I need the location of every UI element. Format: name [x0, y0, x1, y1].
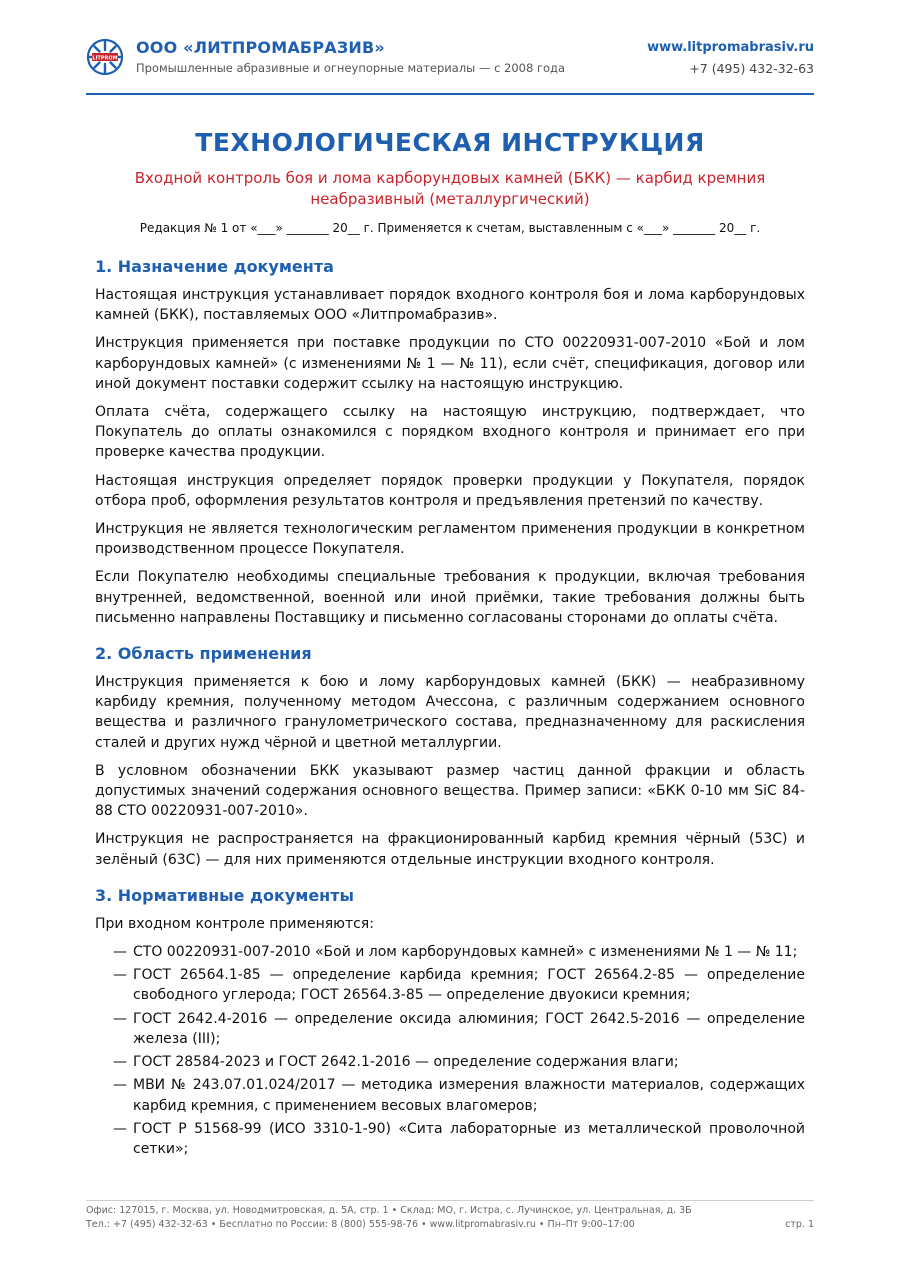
company-tagline: Промышленные абразивные и огнеупорные материалы — с 2008 года: [136, 61, 566, 75]
list-item-text: ГОСТ 2642.4-2016 — определение оксида алюминия; ГОСТ 2642.5-2016 — определение железа (III);: [133, 1010, 805, 1047]
paragraph: Настоящая инструкция определяет порядок проверки продукции у Покупателя, порядок отбора проб, оформления результатов контроля и предъявления претензий по качеству.: [95, 472, 805, 509]
website-link[interactable]: www.litpromabrasiv.ru: [647, 40, 814, 55]
paragraph: В условном обозначении БКК указывают размер частиц данной фракции и область допустимых значений содержания основного вещества. Пример записи: «БКК 0-10 мм SiC 84-88 СТО 00220931-007-2010».: [95, 762, 805, 820]
footer-divider: [86, 1200, 814, 1201]
list-item: [95, 965, 805, 1005]
header-divider: [86, 93, 814, 95]
list-item: [95, 942, 805, 962]
section-heading: 3. Нормативные документы: [95, 885, 354, 905]
paragraph: Оплата счёта, содержащего ссылку на настоящую инструкцию, подтверждает, что Покупатель до оплаты ознакомился с порядком входного контроля и принимает его при проверке качества продукции.: [95, 404, 805, 461]
header-phone: +7 (495) 432-32-63: [689, 61, 814, 76]
section-scope: [95, 642, 805, 870]
dash-bullet: —: [113, 944, 127, 961]
section-heading: 2. Область применения: [95, 644, 312, 664]
list-item: [95, 1052, 805, 1072]
dash-bullet: —: [113, 1120, 127, 1137]
list-item-text: МВИ № 243.07.01.024/2017 — методика измерения влажности материалов, содержащих карбид кремния, с применением весовых влагомеров;: [133, 1077, 805, 1114]
paragraph: Инструкция не является технологическим регламентом применения продукции в конкретном производственном процессе Покупателя.: [95, 521, 805, 558]
list-item-text: ГОСТ 28584-2023 и ГОСТ 2642.1-2016 — определение содержания влаги;: [133, 1054, 679, 1071]
letterhead: [86, 34, 814, 94]
document-body: [95, 255, 805, 1173]
list-item: [95, 1009, 805, 1049]
paragraph: Если Покупателю необходимы специальные требования к продукции, включая требования внутренней, ведомственной, военной или иной приёмки, такие требования должны быть письменно направлены Поставщику и письменно согласованы сторонами до оплаты счёта.: [95, 569, 805, 626]
footer-contacts: Тел.: +7 (495) 432-32-63 • Бесплатно по России: 8 (800) 555-98-76 • www.litpromabrasiv.ru • Пн–Пт 9:00–17:00: [86, 1219, 635, 1230]
paragraph: Инструкция не распространяется на фракционированный карбид кремния чёрный (53С) и зелёный (63С) — для них применяются отдельные инструкции входного контроля.: [95, 831, 805, 868]
list-item-text: ГОСТ Р 51568-99 (ИСО 3310-1-90) «Сита лабораторные из металлической проволочной сетки»;: [133, 1120, 805, 1157]
list-intro: При входном контроле применяются:: [95, 915, 374, 932]
dash-bullet: —: [113, 967, 127, 984]
paragraph: Настоящая инструкция устанавливает порядок входного контроля боя и лома карборундовых камней (БКК), поставляемых ООО «Литпромабразив».: [95, 287, 805, 324]
dash-bullet: —: [113, 1054, 127, 1071]
edition-line: Редакция № 1 от «___» _______ 20__ г. Применяется к счетам, выставленным с «___» _______ 20__ г.: [139, 221, 761, 235]
footer-addresses: Офис: 127015, г. Москва, ул. Новодмитровская, д. 5А, стр. 1 • Склад: МО, г. Истра, с. Лучинское, ул. Центральная, д. 3Б: [86, 1205, 692, 1216]
company-logo-icon: [86, 38, 124, 76]
document-title: ТЕХНОЛОГИЧЕСКАЯ ИНСТРУКЦИЯ: [195, 128, 705, 157]
dash-bullet: —: [113, 1077, 127, 1094]
paragraph: Инструкция применяется при поставке продукции по СТО 00220931-007-2010 «Бой и лом карборундовых камней» (с изменениями № 1 — № 11), если счёт, спецификация, договор или иной документ поставки содержит ссылку на настоящую инструкцию.: [95, 335, 805, 392]
list-item: [95, 1075, 805, 1115]
paragraph: Инструкция применяется к бою и лому карборундовых камней (БКК) — неабразивному карбиду кремния, полученному методом Ачессона, с различным содержанием основного вещества и различного гранулометрического состава, предназначенному для раскисления сталей и других нужд чёрной и цветной металлургии.: [95, 674, 805, 751]
page-number: стр. 1: [785, 1219, 814, 1230]
section-heading: 1. Назначение документа: [95, 257, 334, 276]
normative-documents-list: [95, 942, 805, 1159]
list-item-text: ГОСТ 26564.1-85 — определение карбида кремния; ГОСТ 26564.2-85 — определение свободного углерода; ГОСТ 26564.3-85 — определение двуокиси кремния;: [133, 967, 805, 1004]
list-item: [95, 1119, 805, 1159]
company-name: ООО «ЛИТПРОМАБРАЗИВ»: [136, 38, 385, 57]
subtitle-line-1: Входной контроль боя и лома карборундовых камней (БКК) — карбид кремния: [134, 169, 766, 187]
section-normative-documents: [95, 884, 805, 1159]
dash-bullet: —: [113, 1010, 127, 1027]
document-subtitle: [100, 168, 800, 210]
section-purpose: [95, 255, 805, 628]
list-item-text: СТО 00220931-007-2010 «Бой и лом карборундовых камней» с изменениями № 1 — № 11;: [133, 944, 798, 961]
subtitle-line-2: неабразивный (металлургический): [310, 190, 590, 208]
logo-text: LITPROM: [92, 55, 118, 62]
